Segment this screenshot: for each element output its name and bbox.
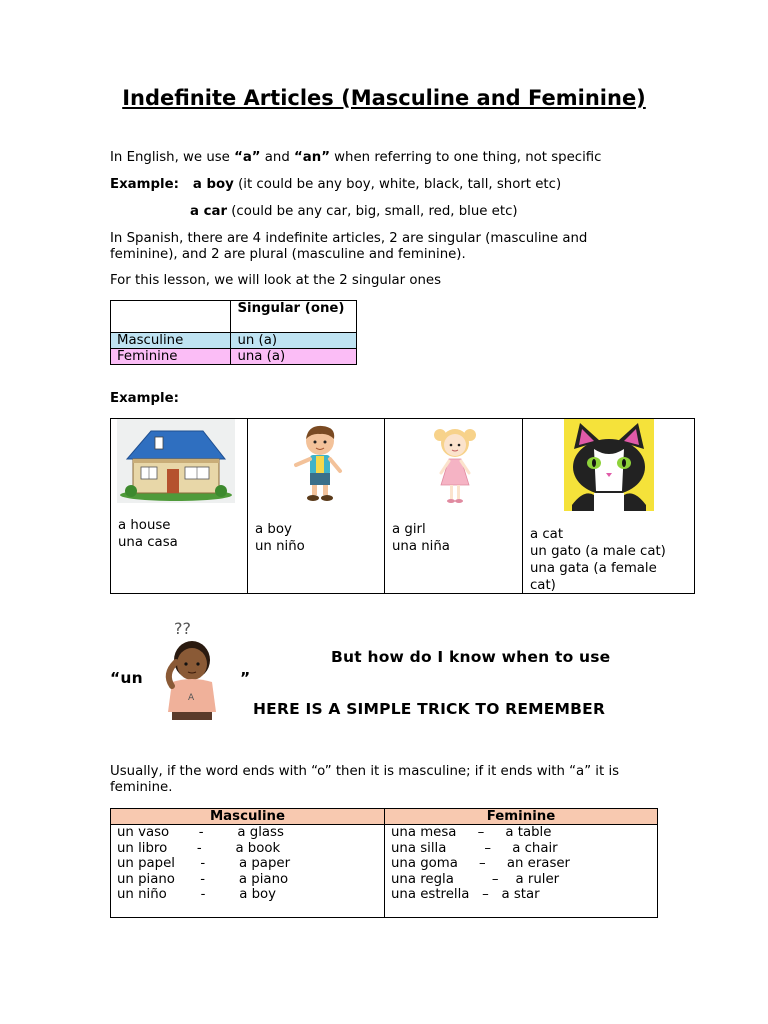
caption-house: a house una casa [118,518,178,550]
example-line-boy: Example: a boy (it could be any boy, white, black, tall, short etc) [110,177,562,192]
list-item: un piano - a piano [117,871,289,887]
example-cell-girl [384,419,522,593]
spanish-articles-paragraph: In Spanish, there are 4 indefinite articles, 2 are singular (masculine and feminine), and 2 are plural (masculine and feminine). [110,231,588,262]
question-line-end: ” [240,669,251,687]
list-item: una mesa – a table [391,825,552,840]
masculine-header: Masculine [111,809,385,825]
gender-words-table [110,808,658,918]
page-title: Indefinite Articles (Masculine and Feminine) [122,86,646,110]
list-item: una estrella – a star [391,887,540,902]
list-item: un papel - a paper [117,856,291,871]
example-cell-cat [522,419,696,593]
house-icon [117,419,235,503]
thinking-boy-icon [146,616,238,722]
example-cell-house [111,419,247,593]
question-line-start: “un [110,669,143,687]
trick-heading: HERE IS A SIMPLE TRICK TO REMEMBER [253,700,606,718]
list-item: un libro - a book [117,840,281,856]
svg-text:A: A [188,693,195,703]
list-item: un vaso - a glass [117,825,284,840]
list-item: una regla – a ruler [391,871,560,887]
boy-icon [290,423,348,503]
girl-icon [425,423,485,509]
masculine-words [111,825,385,918]
list-item: una goma – an eraser [391,856,571,871]
example-line-car: a car (could be any car, big, small, red, blue etc) [190,204,518,219]
table-header-row [111,809,658,825]
list-item: un niño - a boy [117,887,277,902]
examples-box [110,418,695,594]
table-row: Feminine una (a) [111,349,357,365]
intro-paragraph: In English, we use “a” and “an” when referring to one thing, not specific [110,150,602,165]
example-cell-boy [247,419,384,593]
rule-paragraph: Usually, if the word ends with “o” then it is masculine; if it ends with “a” it is feminine. [110,764,620,795]
feminine-header: Feminine [385,809,658,825]
table-header-row [111,301,357,333]
caption-girl: a girl una niña [392,522,450,554]
caption-boy: a boy un niño [255,522,305,554]
lesson-paragraph: For this lesson, we will look at the 2 singular ones [110,273,442,288]
cat-icon [564,419,654,511]
question-line: But how do I know when to use [331,648,611,666]
list-item: una silla – a chair [391,840,558,856]
singular-header: Singular (one) [231,301,357,333]
feminine-words [385,825,658,918]
table-row [111,825,658,918]
table-row: Masculine un (a) [111,333,357,349]
singular-articles-table [110,300,357,365]
caption-cat: a cat un gato (a male cat) una gata (a female cat) [530,527,666,593]
svg-text:??: ?? [174,619,191,638]
examples-label: Example: [110,391,179,406]
